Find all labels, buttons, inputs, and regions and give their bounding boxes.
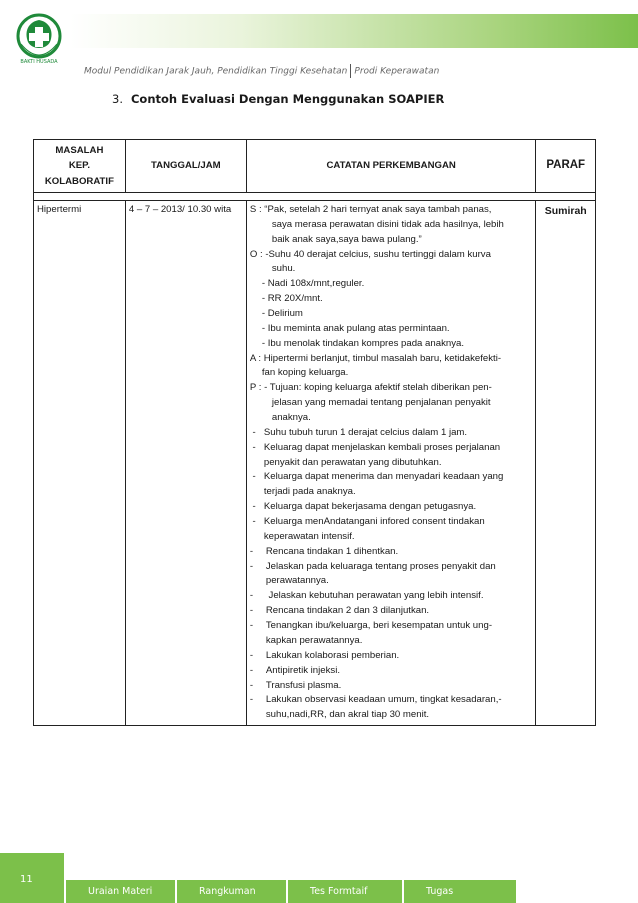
intervention-item: - Transfusi plasma. [250,679,533,694]
goal-line: Keluarag dapat menjelaskan kembali proses perjalanan [263,441,501,453]
note-a-line2: fan koping keluarga. [261,367,349,379]
intervention-item: - Jelaskan pada keluaraga tentang proses penyakit dan perawatannya. [250,560,533,590]
note-s-line1: S : “Pak, setelah 2 hari ternyat anak saya tambah panas, [249,204,492,215]
soapier-table [33,139,596,726]
goal-line: Keluarga dapat menerima dan menyadari keadaan yang [263,471,504,483]
intervention-item: - Lakukan observasi keadaan umum, tingkat kesadaran,- suhu,nadi,RR, dan akral tiap 30 menit. [250,693,533,723]
note-p-line3: anaknya. [271,412,311,424]
intervention-item: - Rencana tindakan 1 dihentkan. [250,545,533,560]
tab-uraian-materi[interactable]: Uraian Materi [66,880,175,903]
note-o-item: - Nadi 108x/mnt,reguler. [261,278,365,290]
intervention-item: - Antipiretik injeksi. [250,664,533,679]
goal-line: Keluarga dapat bekerjasama dengan petugasnya. [263,501,477,513]
intervention-line: Rencana tindakan 2 dan 3 dilanjutkan. [265,605,430,617]
goal-line: Keluarga menAndatangani infored consent tindakan [263,516,485,528]
intervention-line: kapkan perawatannya. [265,634,363,646]
goal-line: penyakit dan perawatan yang dibutuhkan. [263,456,442,468]
header-gradient-bar [70,14,638,48]
separator [350,64,351,78]
goal-item: - Suhu tubuh turun 1 derajat celcius dalam 1 jam. [250,426,533,441]
intervention-item: - Lakukan kolaborasi pemberian. [250,649,533,664]
table-gap [34,193,596,201]
tab-rangkuman[interactable]: Rangkuman [177,880,286,903]
table-header-row [34,140,596,193]
note-o-item: - Ibu menolak tindakan kompres pada anaknya. [261,337,464,349]
intervention-line: Antipiretik injeksi. [265,664,340,676]
note-p-line2: jelasan yang memadai tentang penjalanan penyakit [271,397,491,409]
note-o-cont: suhu. [271,263,296,275]
section-title-text: Contoh Evaluasi Dengan Menggunakan SOAPIER [130,92,445,106]
section-title [112,92,444,106]
goal-line: terjadi pada anaknya. [263,486,356,498]
goal-line: keperawatan intensif. [263,530,355,542]
intervention-item: - Tenangkan ibu/keluarga, beri kesempatan untuk ung- kapkan perawatannya. [250,619,533,649]
module-text: Modul Pendidikan Jarak Jauh, Pendidikan Tinggi Kesehatan [84,66,348,77]
goal-item: - Keluarga dapat menerima dan menyadari keadaan yang terjadi pada anaknya. [250,470,533,500]
note-o-item: - Ibu meminta anak pulang atas permintaan. [261,322,450,334]
program-text: Prodi Keperawatan [354,66,440,77]
intervention-line: Jelaskan pada keluaraga tentang proses penyakit dan [265,560,496,572]
table-row [34,201,596,726]
header-paraf: PARAF [536,140,596,193]
goal-item: - Keluarga menAndatangani infored consent tindakan keperawatan intensif. [250,515,533,545]
section-number: 3. [112,92,123,106]
header-catatan: CATATAN PERKEMBANGAN [246,140,536,193]
goal-item: - Keluarga dapat bekerjasama dengan petugasnya. [250,500,533,515]
goal-item: - Keluarag dapat menjelaskan kembali proses perjalanan penyakit dan perawatan yang dibutuhkan. [250,441,533,471]
bakti-husada-logo [14,10,64,68]
page-number: 11 [20,874,33,885]
header-masalah-line2: KEP. [68,160,90,172]
note-o-item: - Delirium [261,308,303,320]
svg-text:BAKTI HUSADA: BAKTI HUSADA [20,59,58,65]
intervention-line: perawatannya. [265,575,329,587]
header-masalah-line3: KOLABORATIF [44,175,114,187]
header-tanggal: TANGGAL/JAM [125,140,246,193]
note-o-head: O : -Suhu 40 derajat celcius, sushu tertinggi dalam kurva [249,248,491,260]
cell-paraf: Sumirah [536,201,596,726]
note-s-line3: baik anak saya,saya bawa pulang.” [271,233,422,245]
intervention-item: - Rencana tindakan 2 dan 3 dilanjutkan. [250,604,533,619]
header-masalah [34,140,126,193]
note-a-line1: A : Hipertermi berlanjut, timbul masalah baru, ketidakefekti- [249,352,502,364]
note-p-line1: P : - Tujuan: koping keluarga afektif stelah diberikan pen- [249,382,492,394]
module-subtitle [84,64,439,78]
intervention-item: - Jelaskan kebutuhan perawatan yang lebih intensif. [250,589,533,604]
cell-tanggal: 4 – 7 – 2013/ 10.30 wita [125,201,246,726]
intervention-line: Lakukan observasi keadaan umum, tingkat kesadaran,- [265,694,502,706]
intervention-line: Jelaskan kebutuhan perawatan yang lebih intensif. [265,590,484,602]
tab-tes-formatif[interactable]: Tes Formtaif [288,880,402,903]
note-s-line2: saya merasa perawatan disini tidak ada hasilnya, lebih [271,218,504,230]
intervention-line: Transfusi plasma. [265,679,342,691]
cell-masalah: Hipertermi [34,201,126,726]
intervention-line: Tenangkan ibu/keluarga, beri kesempatan untuk ung- [265,620,493,632]
intervention-line: suhu,nadi,RR, dan akral tiap 30 menit. [265,709,430,721]
cell-catatan [246,201,536,726]
intervention-line: Lakukan kolaborasi pemberian. [265,649,400,661]
note-o-item: - RR 20X/mnt. [261,293,323,305]
goal-line: Suhu tubuh turun 1 derajat celcius dalam 1 jam. [263,426,468,438]
intervention-line: Rencana tindakan 1 dihentkan. [265,545,399,557]
header-masalah-line1: MASALAH [55,144,104,156]
tab-tugas[interactable]: Tugas [404,880,516,903]
